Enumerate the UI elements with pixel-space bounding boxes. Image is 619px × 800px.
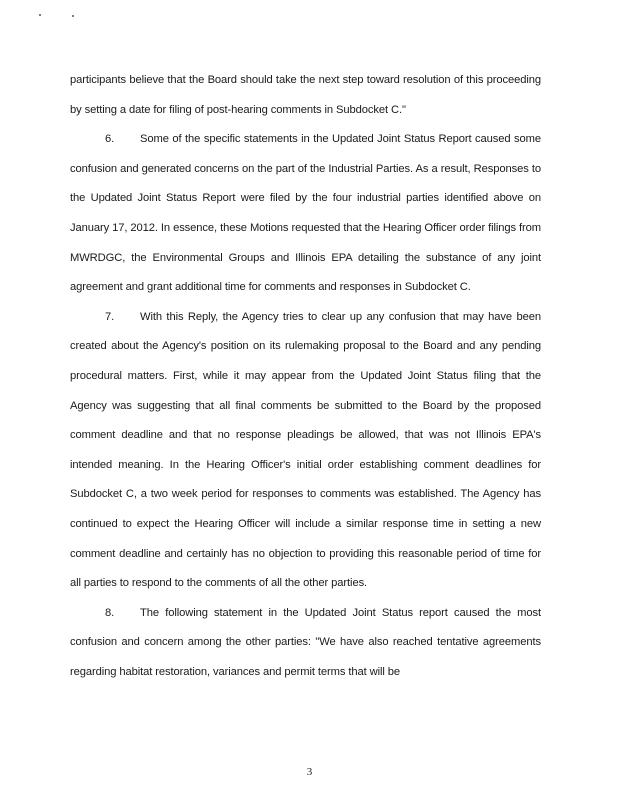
paragraph-number: 6. <box>105 133 115 146</box>
page-number: 3 <box>306 766 313 778</box>
paragraph-8 <box>70 599 541 688</box>
paragraph-number: 7. <box>105 310 115 323</box>
continuation-paragraph <box>70 66 541 125</box>
paragraph-text: With this Reply, the Agency tries to clear up any confusion that may have been created about the Agency's position on its rulemaking proposal to the Board and any pending procedural matters. First, while it may appear from the Updated Joint Status filing that the Agency was suggesting that all final comments be submitted to the Board by the proposed comment deadline and that no response pleadings be allowed, that was not Illinois EPA's intended meaning. In the Hearing Officer's initial order establishing comment deadlines for Subdocket C, a two week period for responses to comments was established. The Agency has continued to expect the Hearing Officer will include a similar response time in setting a new comment deadline and certainly has no objection to providing this reasonable period of time for all parties to respond to the comments of all the other parties. <box>70 310 541 590</box>
paragraph-number: 8. <box>105 606 115 619</box>
continuation-text: participants believe that the Board should take the next step toward resolution of this proceeding by setting a date for filing of post-hearing comments in Subdocket C." <box>70 74 541 116</box>
scan-artifact <box>39 14 41 16</box>
paragraph-7 <box>70 303 541 599</box>
scan-artifact <box>72 15 74 17</box>
document-body <box>70 66 541 687</box>
paragraph-text: Some of the specific statements in the Updated Joint Status Report caused some confusion and generated concerns on the part of the Industrial Parties. As a result, Responses to the Updated Joint Status Report were filed by the four industrial parties identified above on January 17, 2012. In essence, these Motions requested that the Hearing Officer order filings from MWRDGC, the Environmental Groups and Illinois EPA detailing the substance of any joint agreement and grant additional time for comments and responses in Subdocket C. <box>70 133 541 294</box>
paragraph-6 <box>70 125 541 303</box>
paragraph-text: The following statement in the Updated Joint Status report caused the most confusion and concern among the other parties: "We have also reached tentative agreements regarding habitat restoration, variances and permit terms that will be <box>70 606 541 678</box>
